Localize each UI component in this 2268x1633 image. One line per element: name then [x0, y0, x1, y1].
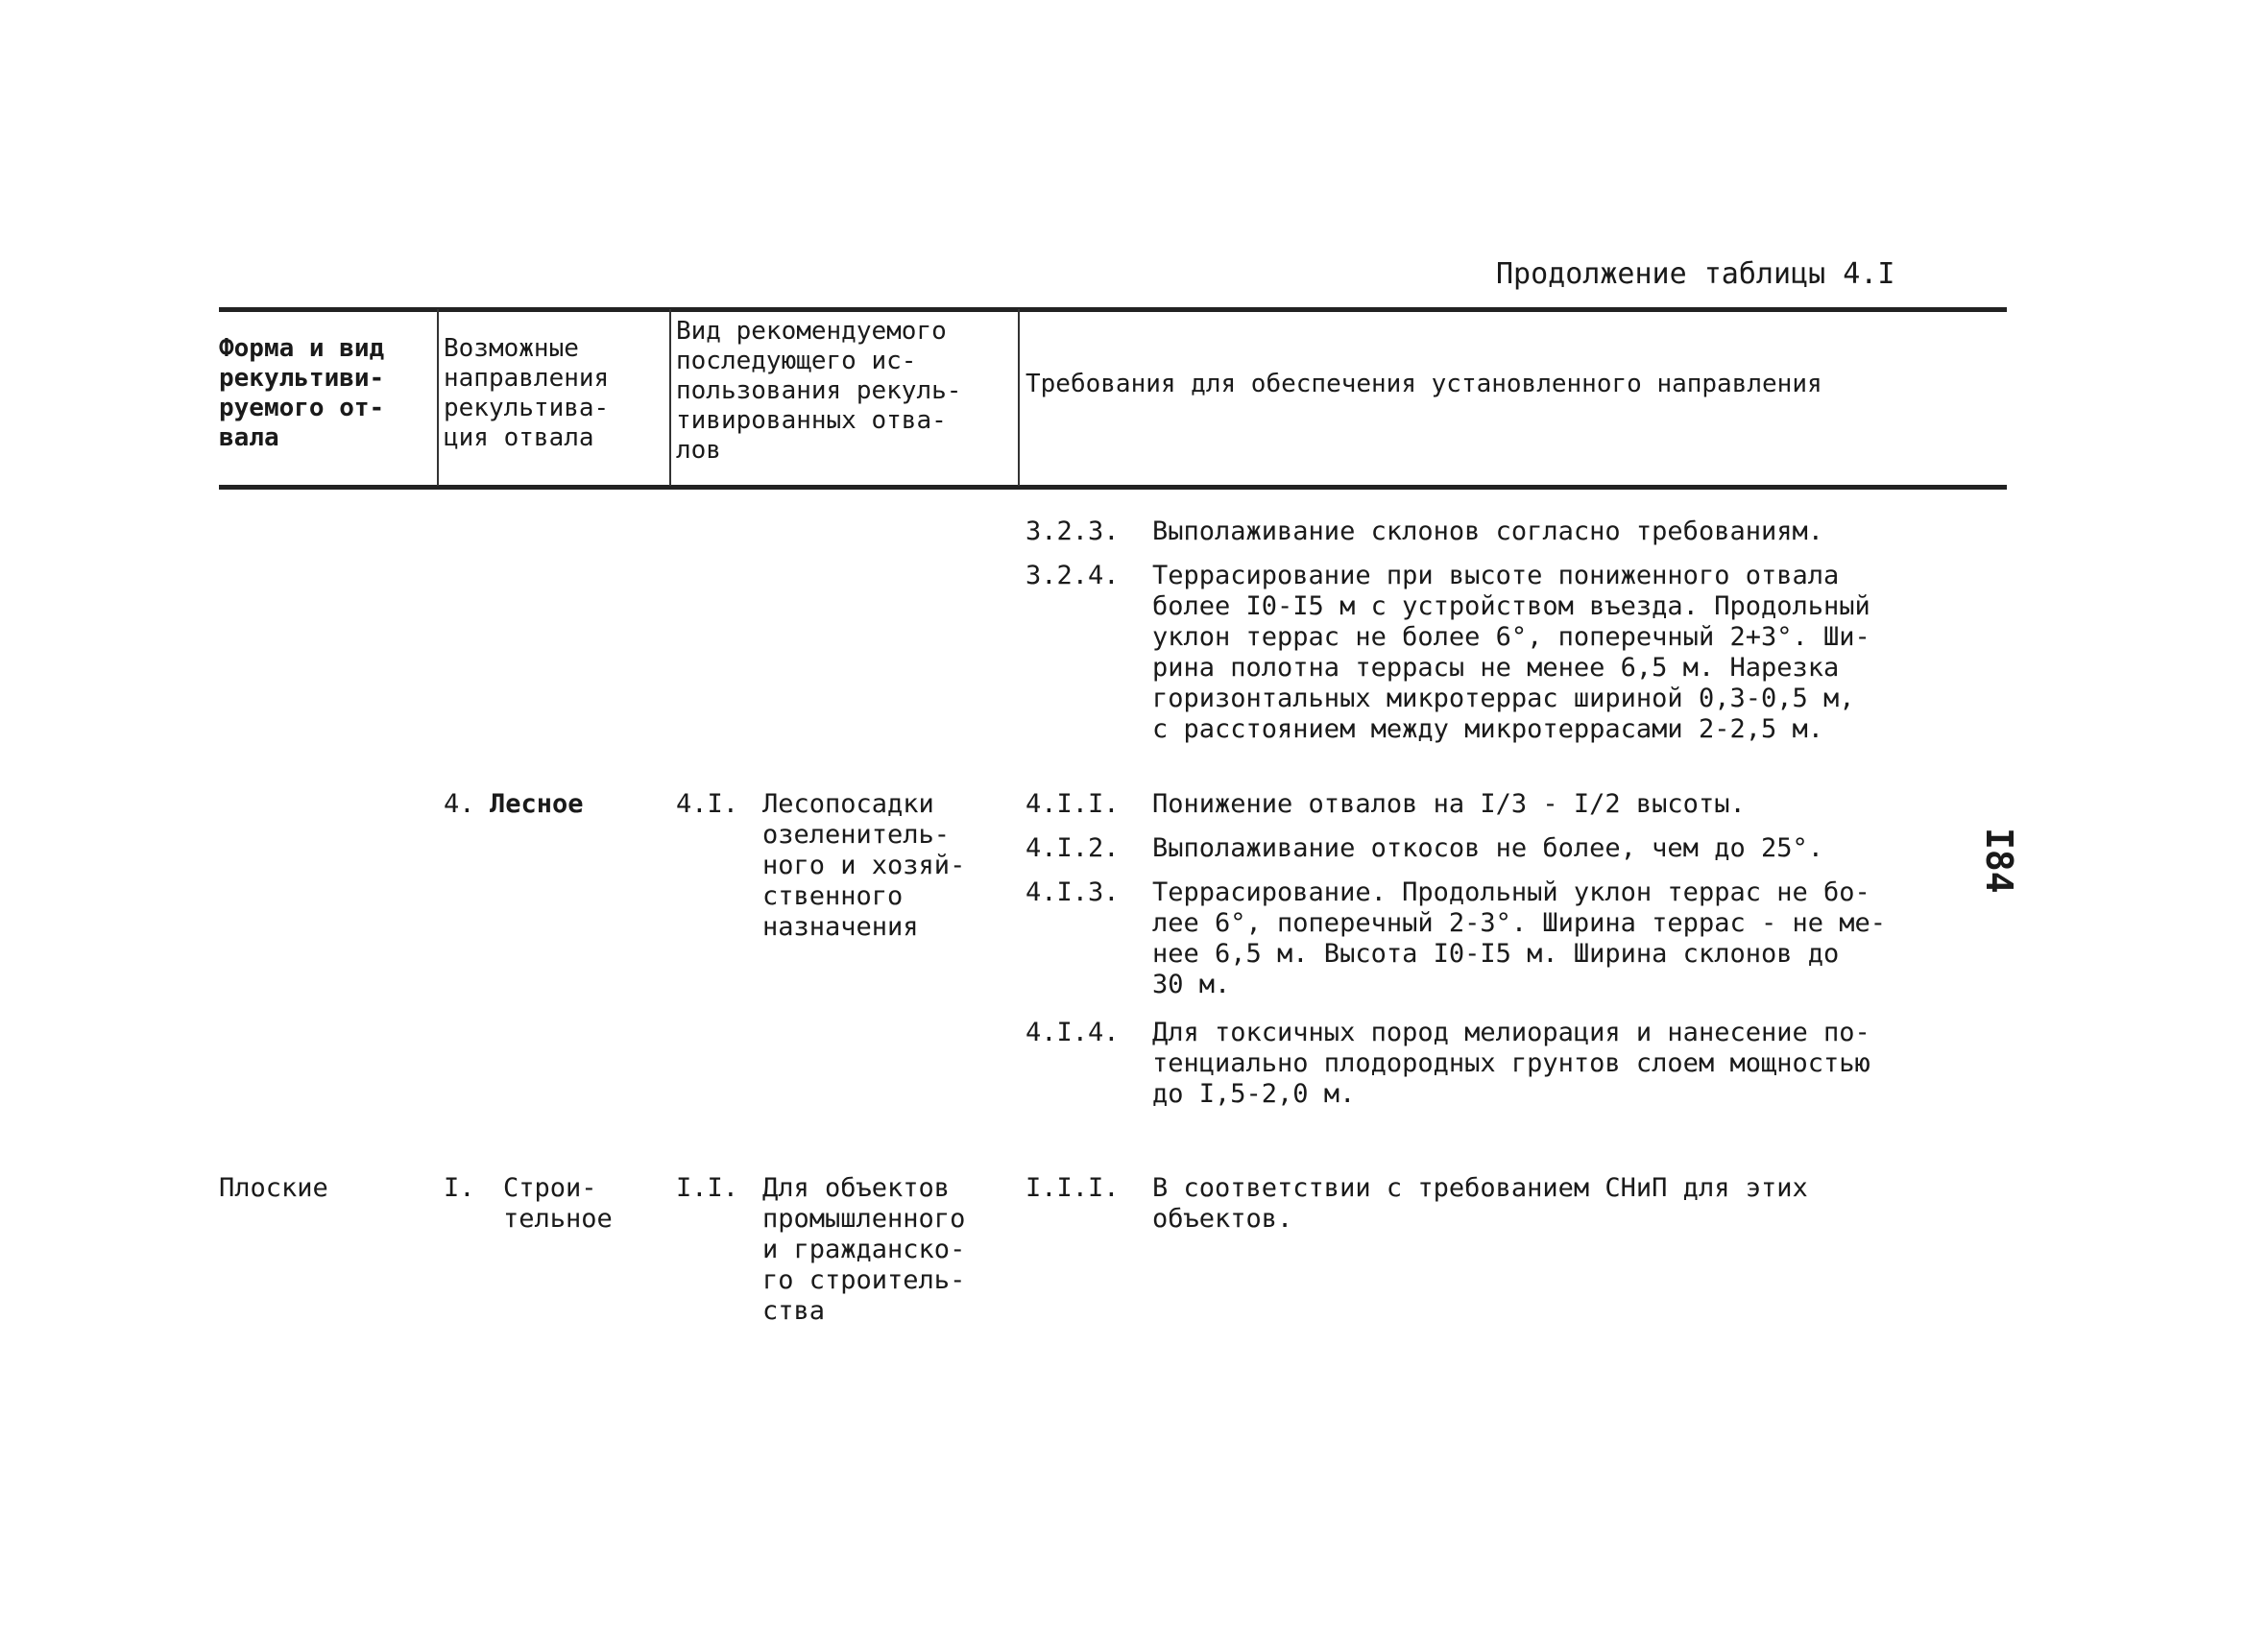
direction-num: 4.: [444, 789, 475, 819]
req-text: Террасирование при высоте пониженного отвала более I0-I5 м с устройством въезда. Продольный уклон террас не более 6°, поперечный 2+3°. Ши- рина полотна террасы не менее 6,5 м. Нарезка горизонтальных микротеррас шириной 0,3-0,5 м, с расстоянием между микротеррасами 2-2,5 м.: [1152, 561, 1870, 744]
req-num: 3.2.4.: [1025, 561, 1120, 590]
direction-label: Лесное: [490, 789, 584, 819]
req-num: 3.2.3.: [1025, 516, 1120, 546]
direction-label: Строи- тельное: [503, 1173, 613, 1234]
req-text: В соответствии с требованием СНиП для этих объектов.: [1152, 1173, 1808, 1234]
req-num: I.I.I.: [1025, 1173, 1120, 1203]
req-num: 4.I.2.: [1025, 833, 1120, 863]
header-usage: Вид рекомендуемого последующего ис- пользования рекуль- тивированных отва- лов: [676, 317, 962, 465]
header-direction: Возможные направления рекультива- ция отвала: [444, 334, 610, 452]
req-text: Для токсичных пород мелиорация и нанесение по- тенциально плодородных грунтов слоем мощностью до I,5-2,0 м.: [1152, 1018, 1870, 1109]
req-text: Выполаживание откосов не более, чем до 25°.: [1152, 833, 1823, 863]
page-number: I84: [1978, 828, 2020, 894]
table-header-bottom-rule: [219, 485, 2007, 490]
header-requirements: Требования для обеспечения установленного направления: [1025, 370, 1822, 398]
table-caption: Продолжение таблицы 4.I: [1496, 257, 1895, 291]
req-text: Террасирование. Продольный уклон террас не бо- лее 6°, поперечный 2-3°. Ширина террас - не ме- нее 6,5 м. Высота I0-I5 м. Ширина склонов до 30 м.: [1152, 877, 1887, 999]
req-text: Понижение отвалов на I/3 - I/2 высоты.: [1152, 789, 1746, 819]
req-text: Выполаживание склонов согласно требованиям.: [1152, 516, 1823, 546]
usage-label: Для объектов промышленного и гражданско- го строитель- ства: [762, 1173, 966, 1326]
header-separator-1: [437, 309, 439, 486]
usage-label: Лесопосадки озеленитель- ного и хозяй- ственного назначения: [762, 789, 966, 942]
header-separator-2: [669, 309, 671, 486]
header-separator-3: [1018, 309, 1020, 486]
usage-num: 4.I.: [676, 789, 739, 819]
form-label: Плоские: [219, 1173, 328, 1203]
direction-num: I.: [444, 1173, 475, 1203]
usage-num: I.I.: [676, 1173, 739, 1203]
table-top-rule: [219, 307, 2007, 312]
header-form: Форма и вид рекультиви- руемого от- вала: [219, 334, 385, 452]
req-num: 4.I.3.: [1025, 877, 1120, 907]
req-num: 4.I.I.: [1025, 789, 1120, 819]
req-num: 4.I.4.: [1025, 1018, 1120, 1047]
